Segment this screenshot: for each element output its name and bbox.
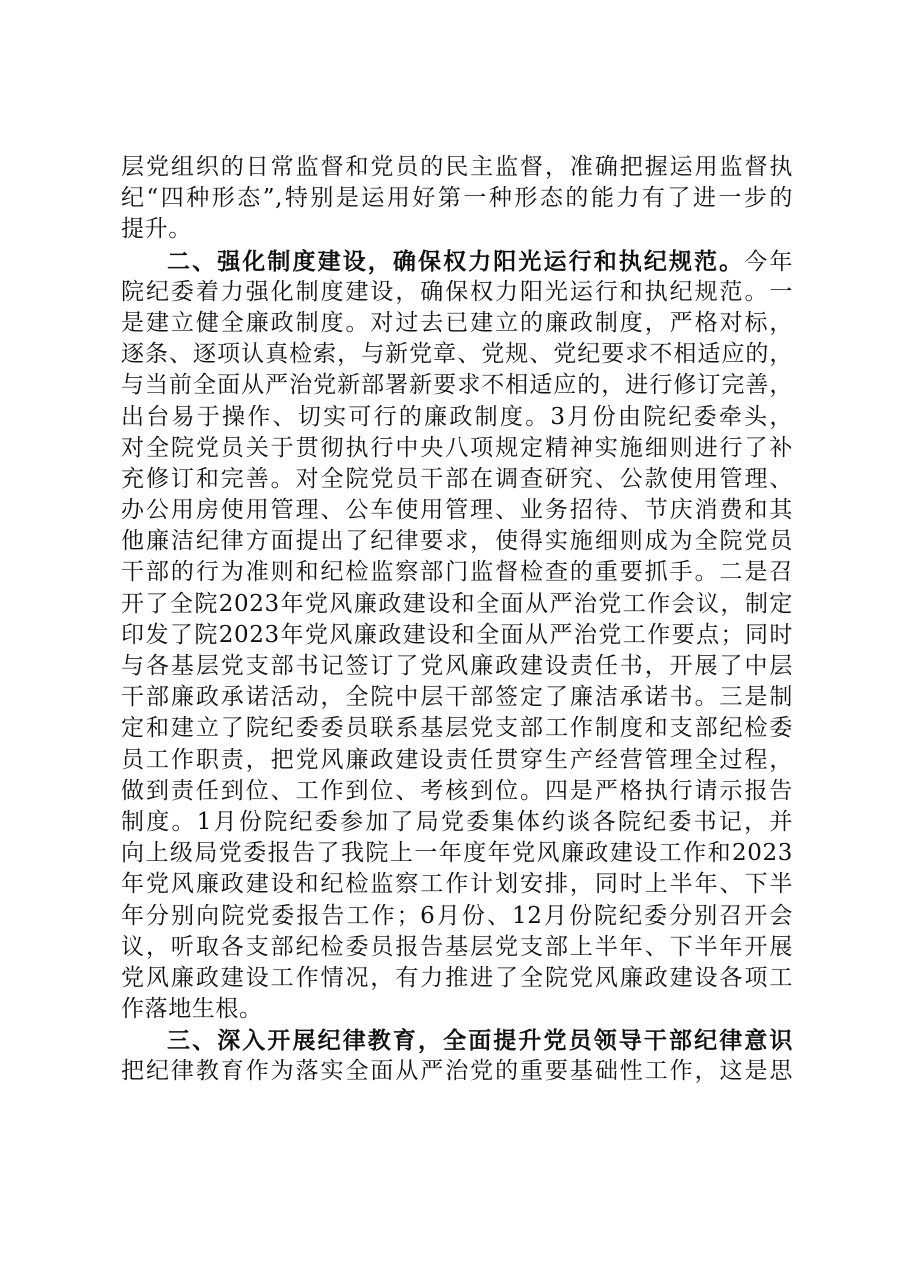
section-2-first-line-rest: 今年 [744, 248, 793, 275]
section-2-heading: 二、强化制度建设，确保权力阳光运行和执纪规范。 [167, 247, 745, 275]
section-2-first-line [121, 246, 793, 277]
text-line: 层党组织的日常监督和党员的民主监督，准确把握运用监督执 [121, 154, 793, 180]
text-line: 年党风廉政建设和纪检监察工作计划安排，同时上半年、下半 [121, 871, 793, 898]
text-line: 议，听取各支部纪检委员报告基层党支部上半年、下半年开展 [121, 933, 793, 960]
paragraph-1 [121, 152, 793, 246]
section-3 [121, 1025, 793, 1087]
text-line: 干部廉政承诺活动，全院中层干部签定了廉洁承诺书。三是制 [121, 684, 793, 711]
section-3-heading: 三、深入开展纪律教育，全面提升党员领导干部纪律意识 [167, 1027, 793, 1055]
text-line: 定和建立了院纪委委员联系基层党支部工作制度和支部纪检委 [121, 715, 793, 742]
section-2 [121, 246, 793, 1026]
text-line: 向上级局党委报告了我院上一年度年党风廉政建设工作和2023 [121, 840, 793, 867]
text-line: 开了全院2023年党风廉政建设和全面从严治党工作会议，制定 [121, 590, 793, 617]
text-line: 提升。 [121, 216, 192, 243]
text-line: 与各基层党支部书记签订了党风廉政建设责任书，开展了中层 [121, 653, 793, 679]
text-line: 纪“四种形态”,特别是运用好第一种形态的能力有了进一步的 [121, 185, 793, 212]
text-line: 院纪委着力强化制度建设，确保权力阳光运行和执纪规范。一 [121, 278, 793, 305]
text-line: 制度。1月份院纪委参加了局党委集体约谈各院纪委书记，并 [121, 808, 793, 835]
text-line: 年分别向院党委报告工作；6月份、12月份院纪委分别召开会 [121, 902, 793, 929]
text-line: 干部的行为准则和纪检监察部门监督检查的重要抓手。二是召 [121, 559, 793, 586]
text-line: 印发了院2023年党风廉政建设和全面从严治党工作要点；同时 [121, 621, 793, 648]
text-line: 把纪律教育作为落实全面从严治党的重要基础性工作，这是思 [121, 1058, 793, 1085]
text-line: 办公用房使用管理、公车使用管理、业务招待、节庆消费和其 [121, 497, 793, 524]
text-line: 做到责任到位、工作到位、考核到位。四是严格执行请示报告 [121, 777, 793, 804]
text-line: 逐条、逐项认真检索，与新党章、党规、党纪要求不相适应的， [121, 341, 793, 368]
text-line: 作落地生根。 [121, 996, 263, 1023]
text-line: 出台易于操作、切实可行的廉政制度。3月份由院纪委牵头， [121, 403, 793, 430]
text-line: 党风廉政建设工作情况，有力推进了全院党风廉政建设各项工 [121, 964, 793, 991]
text-line: 是建立健全廉政制度。对过去已建立的廉政制度，严格对标， [121, 309, 793, 336]
text-line: 与当前全面从严治党新部署新要求不相适应的，进行修订完善， [121, 372, 793, 399]
text-line: 他廉洁纪律方面提出了纪律要求，使得实施细则成为全院党员 [121, 528, 793, 555]
document-body [121, 152, 793, 1088]
text-line: 充修订和完善。对全院党员干部在调查研究、公款使用管理、 [121, 465, 793, 492]
text-line: 对全院党员关于贯彻执行中央八项规定精神实施细则进行了补 [121, 434, 793, 461]
text-line: 员工作职责，把党风廉政建设责任贯穿生产经营管理全过程， [121, 746, 793, 773]
